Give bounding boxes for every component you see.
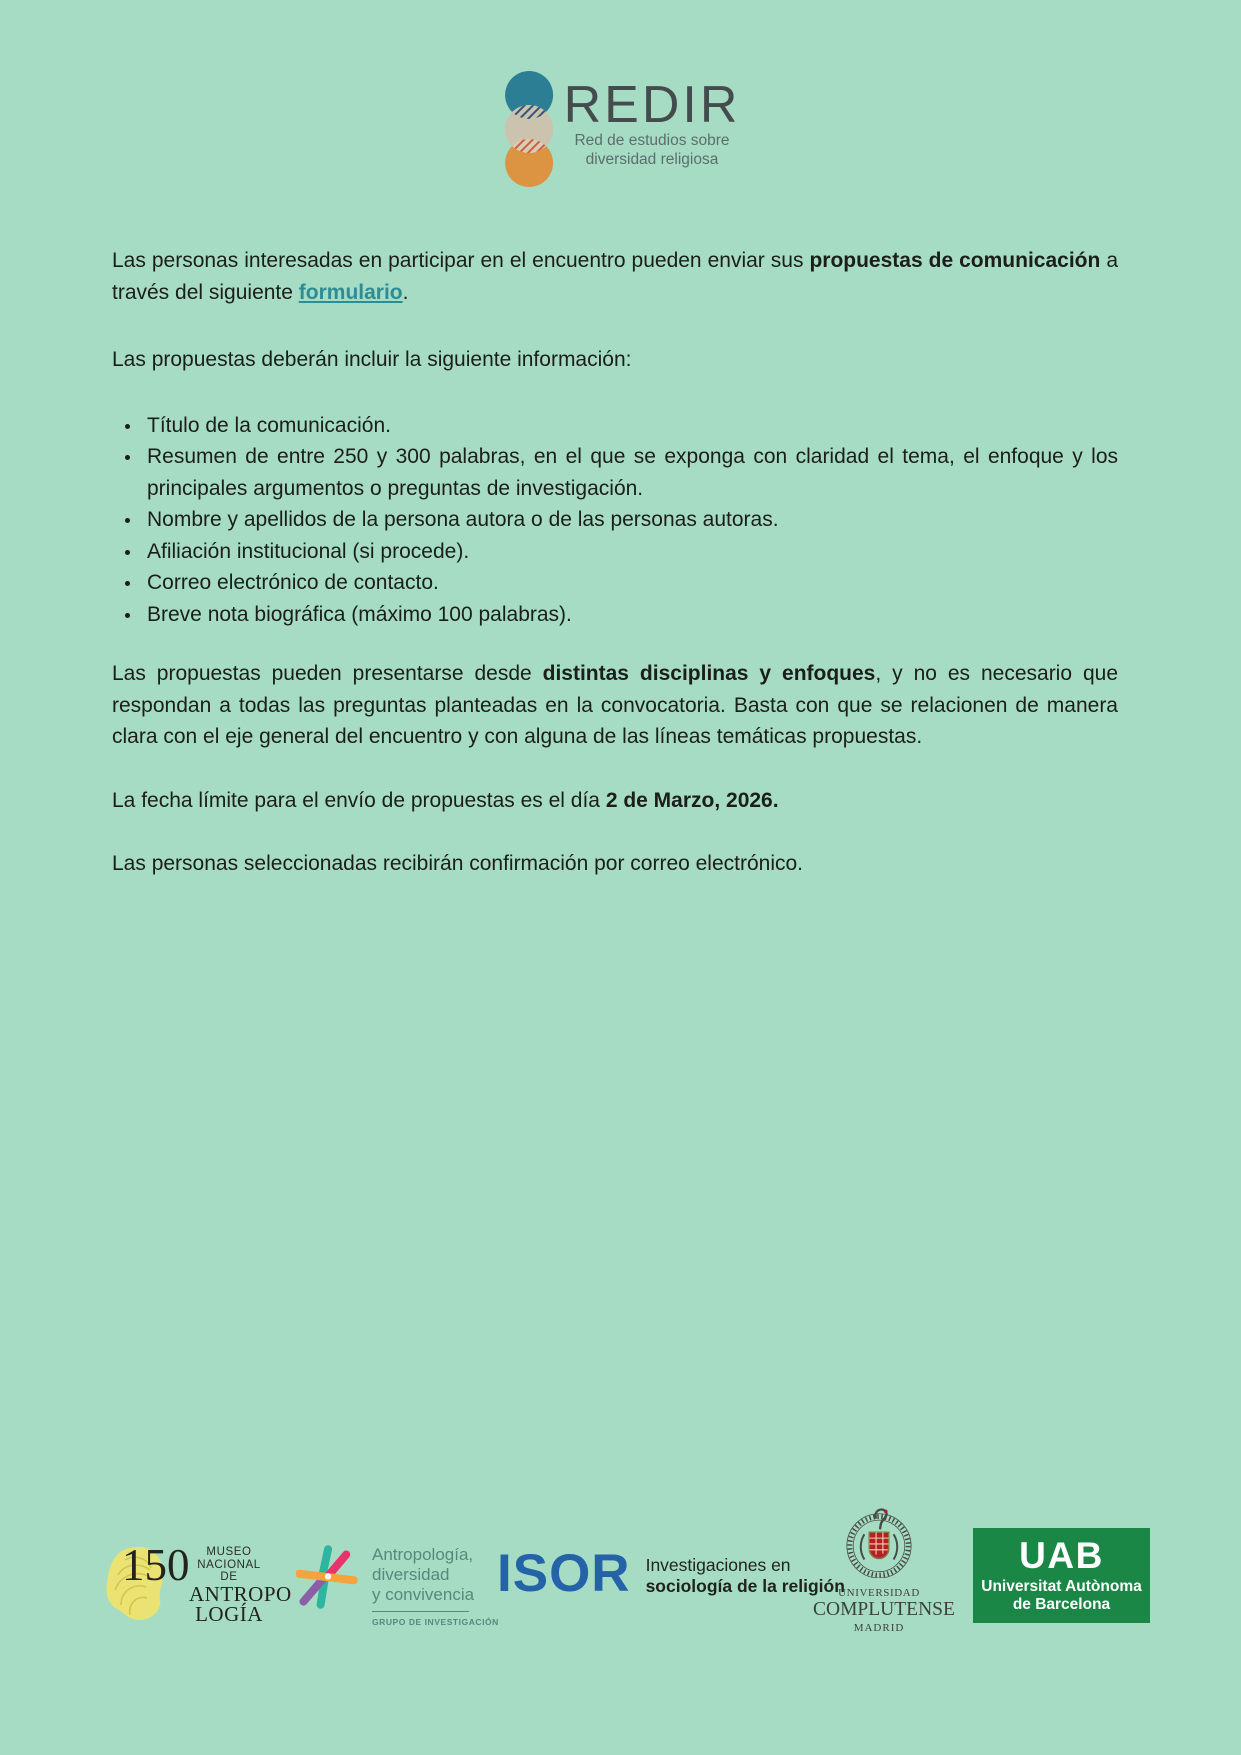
paragraph-requirements-intro: Las propuestas deberán incluir la siguiente información: (112, 348, 632, 371)
document-body (112, 245, 1118, 880)
uab-acronym: UAB (1019, 1535, 1104, 1576)
paragraph-disciplines (112, 658, 1118, 753)
museo-line: ANTROPO (189, 1581, 292, 1606)
grupo-subtitle: GRUPO DE INVESTIGACIÓN (372, 1617, 499, 1627)
paragraph-confirmation: Las personas seleccionadas recibirán confirmación por correo electrónico. (112, 852, 804, 875)
ucm-line: UNIVERSIDAD (838, 1587, 920, 1599)
list-item: Título de la comunicación. (112, 410, 1118, 442)
museo-line: LOGÍA (195, 1601, 263, 1626)
list-item: Nombre y apellidos de la persona autora o de las personas autoras. (112, 504, 1118, 536)
redir-logo (501, 68, 741, 195)
brand-wordmark: REDIR (563, 76, 741, 134)
list-item: Breve nota biográfica (máximo 100 palabras). (112, 599, 1118, 631)
museo-line: NACIONAL (197, 1558, 261, 1571)
paragraph3-end: , y no es necesario que respondan a todas las preguntas planteadas en la convocatoria. Basta con que se relacionen de manera clara con el eje general del encuentro y con alguna de las líneas temáticas propuestas. (112, 662, 1119, 748)
grupo-line: y convivencia (372, 1585, 475, 1604)
uab-line: de Barcelona (1012, 1596, 1111, 1613)
brand-tagline-line1: Red de estudios sobre (574, 132, 730, 149)
asterisk-icon (296, 1542, 358, 1617)
paragraph-deadline (112, 785, 1118, 817)
grupo-antropologia-logo (296, 1542, 499, 1627)
paragraph1-end: . (402, 280, 409, 304)
ucm-crest-icon (845, 1565, 913, 1582)
isor-acronym: ISOR (497, 1544, 631, 1603)
three-overlapping-circles-icon (501, 68, 557, 195)
grupo-line: diversidad (372, 1565, 450, 1584)
paragraph3-bold: distintas disciplinas y enfoques (542, 662, 876, 685)
paragraph3-start: Las propuestas pueden presentarse desde (112, 662, 543, 685)
list-item: Resumen de entre 250 y 300 palabras, en el que se exponga con claridad el tema, el enfoque y los principales argumentos o preguntas de investigación. (112, 441, 1118, 504)
uab-logo (973, 1528, 1150, 1623)
uab-line: Universitat Autònoma (981, 1578, 1142, 1595)
brand-tagline-line2: diversidad religiosa (585, 151, 719, 168)
list-item: Correo electrónico de contacto. (112, 567, 1118, 599)
museo-line: DE (220, 1571, 238, 1583)
formulario-link[interactable]: formulario (298, 280, 403, 304)
museo-text (189, 1546, 292, 1626)
brand-text (564, 68, 741, 168)
list-item: Afiliación institucional (si procede). (112, 536, 1118, 568)
museo-antropologia-logo (103, 1540, 292, 1626)
paragraph-proposals (112, 245, 1118, 308)
grupo-text (372, 1542, 499, 1627)
paragraph4-start: La fecha límite para el envío de propuestas es el día (112, 788, 606, 812)
paragraph1-mid: a través del siguiente (112, 249, 1118, 304)
paragraph1-bold: propuestas de comunicación (809, 249, 1101, 272)
ucm-line: MADRID (853, 1622, 905, 1634)
ucm-line: COMPLUTENSE (813, 1599, 955, 1620)
grupo-line: Antropología, (372, 1545, 474, 1564)
ucm-logo (813, 1506, 955, 1635)
isor-line: sociología de la religión (645, 1576, 845, 1596)
deadline-date: 2 de Marzo, 2026. (605, 788, 779, 812)
isor-logo (497, 1544, 845, 1603)
grupo-divider (372, 1611, 469, 1612)
isor-line: Investigaciones en (645, 1555, 791, 1575)
museo-line: MUSEO (206, 1546, 252, 1558)
anniversary-150: 150 (122, 1540, 190, 1590)
requirements-list (112, 410, 1118, 631)
paragraph1-start: Las personas interesadas en participar en el encuentro pueden enviar sus (112, 249, 810, 272)
